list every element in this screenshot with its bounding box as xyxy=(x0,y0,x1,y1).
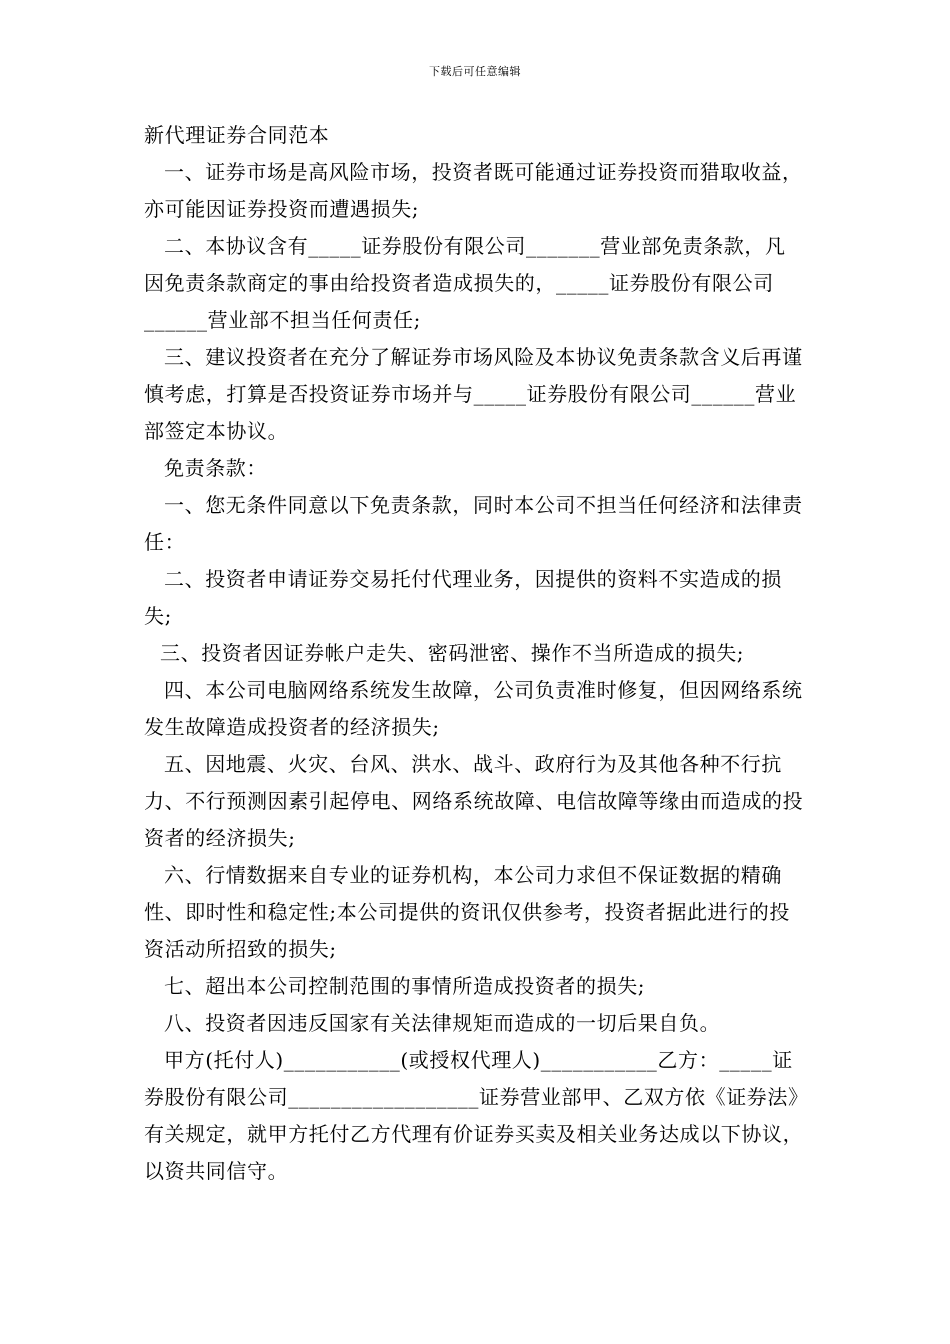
disclaimer-clause-8: 八、投资者因违反国家有关法律规矩而造成的一切后果自负。 xyxy=(164,1011,721,1035)
disclaimer-heading: 免责条款： xyxy=(164,456,267,480)
disclaimer-clause-7: 七、超出本公司控制范围的事情所造成投资者的损失; xyxy=(164,974,646,998)
parties-paragraph: 甲方(托付人)___________(或授权代理人)___________乙方：_____证券股份有限公司__________________证券营业部甲、乙双方依《证券法》有关规定，就甲方托付乙方代理有价证券买卖及相关业务达成以下协议，以资共同信守。 xyxy=(144,1048,804,1183)
page-header-note: 下载后可任意编辑 xyxy=(429,65,521,78)
disclaimer-clause-4: 四、本公司电脑网络系统发生故障，公司负责准时修复，但因网络系统发生故障造成投资者的经济损失; xyxy=(144,678,803,739)
disclaimer-clause-5: 五、因地震、火灾、台风、洪水、战斗、政府行为及其他各种不行抗力、不行预测因素引起停电、网络系统故障、电信故障等缘由而造成的投资者的经济损失; xyxy=(144,752,804,850)
intro-clause-3: 三、建议投资者在充分了解证券市场风险及本协议免责条款含义后再谨慎考虑，打算是否投资证券市场并与_____证券股份有限公司______营业部签定本协议。 xyxy=(144,345,803,443)
document-body xyxy=(144,117,806,1190)
document-title: 新代理证券合同范本 xyxy=(144,123,330,147)
intro-clause-1: 一、证券市场是高风险市场，投资者既可能通过证券投资而猎取收益，亦可能因证券投资而遭遇损失; xyxy=(144,160,803,221)
disclaimer-clause-1: 一、您无条件同意以下免责条款，同时本公司不担当任何经济和法律责任： xyxy=(144,493,803,554)
disclaimer-clause-2: 二、投资者申请证券交易托付代理业务，因提供的资料不实造成的损失; xyxy=(144,567,782,628)
disclaimer-clause-3: 三、投资者因证券帐户走失、密码泄密、操作不当所造成的损失; xyxy=(160,641,745,665)
intro-clause-2: 二、本协议含有_____证券股份有限公司_______营业部免责条款，凡因免责条款商定的事由给投资者造成损失的，_____证券股份有限公司______营业部不担当任何责任; xyxy=(144,234,786,332)
disclaimer-clause-6: 六、行情数据来自专业的证券机构，本公司力求但不保证数据的精确性、即时性和稳定性;本公司提供的资讯仅供参考，投资者据此进行的投资活动所招致的损失; xyxy=(144,863,790,961)
